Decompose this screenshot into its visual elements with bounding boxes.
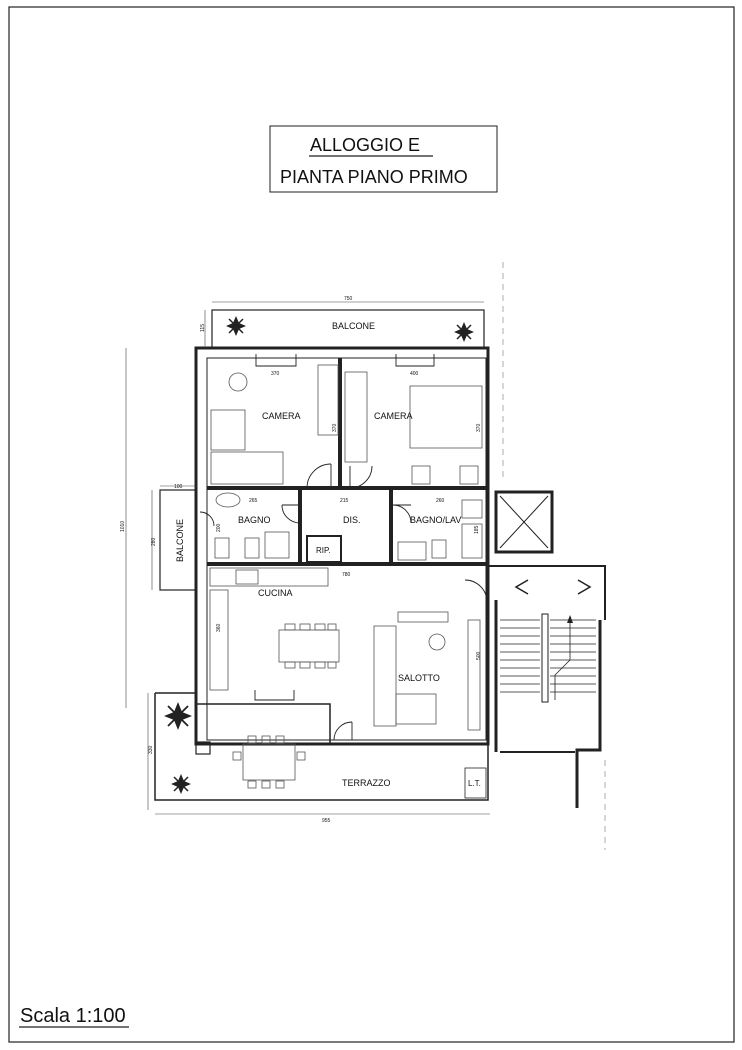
- room-bagno: BAGNO: [238, 515, 271, 525]
- single-bed: [211, 452, 283, 484]
- dim-wardrobe: 370: [332, 423, 338, 432]
- doors: [200, 354, 487, 740]
- stair-right-wall: [577, 620, 600, 808]
- terrace-table: [243, 744, 295, 780]
- dim-camera-right: 400: [410, 371, 419, 377]
- dim-terrazzo-height: 330: [148, 745, 154, 754]
- dim-overall-height: 1010: [120, 520, 126, 532]
- room-balcone-top: BALCONE: [332, 321, 376, 331]
- dim-bagno-height: 200: [216, 523, 222, 532]
- kitchen-counter: [210, 568, 328, 586]
- dim-camera-left: 370: [271, 371, 280, 377]
- room-bagno-lav: BAGNO/LAV: [410, 515, 462, 525]
- room-camera-right: CAMERA: [374, 411, 413, 421]
- room-cucina: CUCINA: [258, 588, 293, 598]
- terrazzo-outline: [155, 693, 488, 800]
- dim-salotto-height: 500: [476, 651, 482, 660]
- title-line-1: ALLOGGIO E: [310, 135, 421, 155]
- dim-dis-width: 215: [340, 498, 349, 504]
- room-rip: RIP.: [316, 546, 331, 555]
- room-lt: L.T.: [468, 779, 481, 788]
- apartment-inner-wall: [207, 358, 486, 740]
- dim-top-depth: 115: [200, 324, 206, 332]
- dim-bagno-lav-width: 260: [436, 498, 445, 504]
- dim-camera-right-height: 370: [476, 423, 482, 432]
- landing-outline: [488, 566, 605, 620]
- room-salotto: SALOTTO: [398, 673, 440, 683]
- stair-well: [542, 614, 548, 702]
- dim-top-width: 750: [344, 296, 353, 302]
- room-terrazzo: TERRAZZO: [342, 778, 391, 788]
- room-labels: [175, 321, 481, 788]
- room-dis: DIS.: [343, 515, 361, 525]
- dim-cucina-width: 780: [342, 572, 351, 578]
- sofa: [374, 626, 396, 726]
- dim-cucina-height: 360: [216, 623, 222, 632]
- double-bed: [410, 386, 482, 448]
- room-camera-left: CAMERA: [262, 411, 301, 421]
- dim-balcone-side-height: 280: [151, 537, 157, 546]
- dim-balcone-side-width: 100: [174, 484, 183, 490]
- room-balcone-side: BALCONE: [175, 518, 185, 562]
- scale-label: Scala 1:100: [20, 1005, 126, 1027]
- dim-bagno-lav-height: 185: [474, 525, 480, 534]
- dining-table: [279, 630, 339, 662]
- dim-bagno-width: 265: [249, 498, 258, 504]
- title-line-2: PIANTA PIANO PRIMO: [280, 167, 468, 187]
- dim-bottom-width: 955: [322, 818, 331, 824]
- plant-icons: [164, 316, 474, 794]
- sheet-border: [9, 7, 734, 1042]
- building: [155, 262, 605, 850]
